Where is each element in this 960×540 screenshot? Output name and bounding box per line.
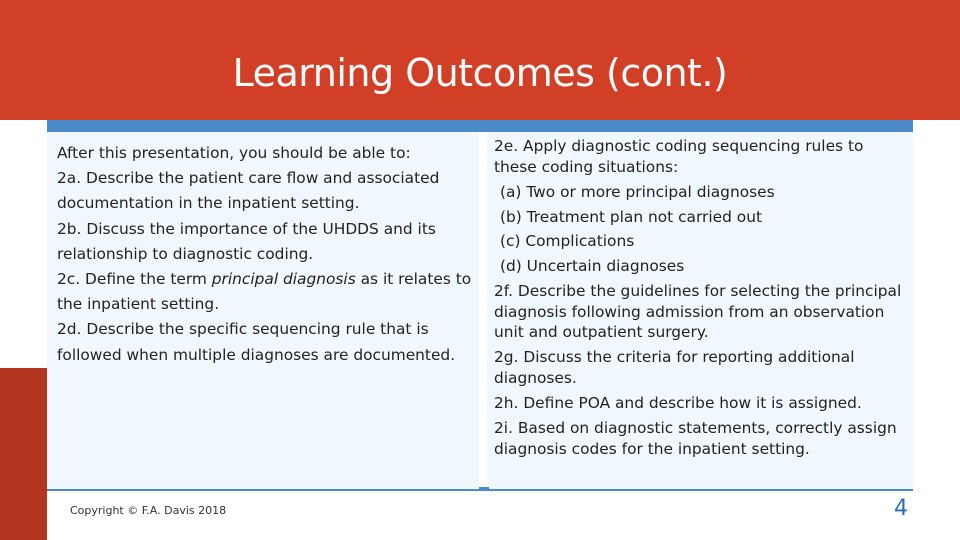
outcome-2a: 2a. Describe the patient care flow and associated documentation in the inpatient setting. <box>57 169 440 213</box>
situation-c: (c) Complications <box>500 232 635 251</box>
outcome-2b: 2b. Discuss the importance of the UHDDS and its relationship to diagnostic coding. <box>57 219 436 263</box>
left-accent-block <box>0 368 47 540</box>
right-column <box>494 136 909 459</box>
outcome-2h: 2h. Define POA and describe how it is assigned. <box>494 394 862 413</box>
outcome-2i: 2i. Based on diagnostic statements, correctly assign diagnosis codes for the inpatient setting. <box>494 419 897 458</box>
situation-b: (b) Treatment plan not carried out <box>500 207 762 226</box>
outcome-2e: 2e. Apply diagnostic coding sequencing rules to these coding situations: <box>494 137 864 176</box>
outcome-2c-term: principal diagnosis <box>211 270 356 289</box>
outcome-2d: 2d. Describe the specific sequencing rule that is followed when multiple diagnoses are documented. <box>57 320 456 364</box>
left-column <box>57 141 475 368</box>
slide-title: Learning Outcomes (cont.) <box>232 51 728 95</box>
outcome-2g: 2g. Discuss the criteria for reporting additional diagnoses. <box>494 348 855 387</box>
situation-a: (a) Two or more principal diagnoses <box>500 182 775 201</box>
outcome-2c-suffix: as it relates to the inpatient setting. <box>57 270 472 314</box>
top-rule <box>47 120 913 132</box>
intro-text: After this presentation, you should be able to: <box>57 144 411 162</box>
column-divider <box>479 132 487 490</box>
bottom-rule <box>47 489 913 491</box>
outcome-2c-prefix: 2c. Define the term <box>57 270 212 289</box>
outcome-2c <box>57 267 475 317</box>
outcome-2f: 2f. Describe the guidelines for selecting the principal diagnosis following admission from an observation unit and outpatient surgery. <box>494 282 902 342</box>
copyright-notice: Copyright © F.A. Davis 2018 <box>70 504 227 517</box>
page-number: 4 <box>894 496 908 521</box>
situation-d: (d) Uncertain diagnoses <box>500 257 685 276</box>
